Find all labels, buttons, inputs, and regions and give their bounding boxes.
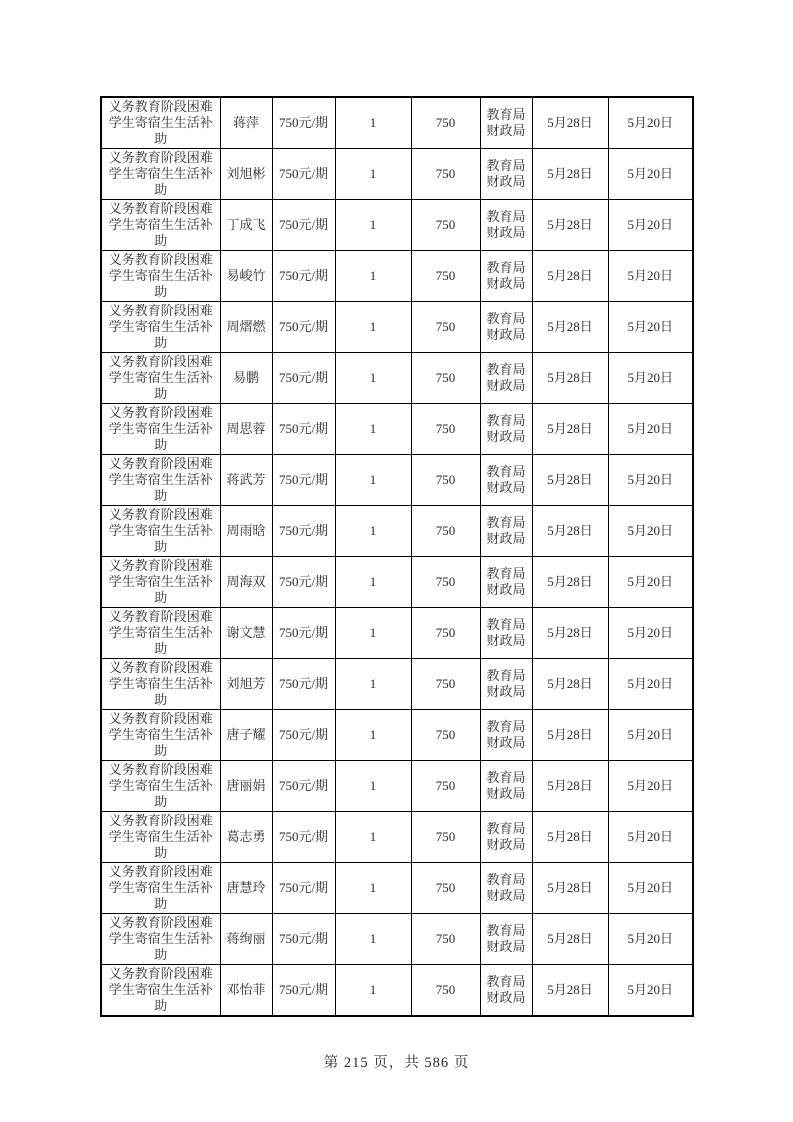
table-row (101, 761, 693, 812)
project-cell: 义务教育阶段困难学生寄宿生生活补助 (101, 557, 220, 608)
amount-cell: 750 (411, 455, 480, 506)
department-cell: 教育局财政局 (480, 200, 532, 251)
amount-cell: 750 (411, 710, 480, 761)
standard-cell: 750元/期 (272, 761, 335, 812)
project-cell: 义务教育阶段困难学生寄宿生生活补助 (101, 353, 220, 404)
name-cell: 蒋萍 (220, 97, 272, 149)
department-cell: 教育局财政局 (480, 965, 532, 1017)
table-row (101, 97, 693, 149)
amount-cell: 750 (411, 863, 480, 914)
department-cell: 教育局财政局 (480, 404, 532, 455)
standard-cell: 750元/期 (272, 965, 335, 1017)
standard-cell: 750元/期 (272, 302, 335, 353)
project-cell: 义务教育阶段困难学生寄宿生生活补助 (101, 659, 220, 710)
name-cell: 周雨晗 (220, 506, 272, 557)
department-cell: 教育局财政局 (480, 506, 532, 557)
amount-cell: 750 (411, 251, 480, 302)
date_a-cell: 5月28日 (532, 506, 608, 557)
date_b-cell: 5月20日 (608, 200, 693, 251)
date_b-cell: 5月20日 (608, 97, 693, 149)
department-cell: 教育局财政局 (480, 97, 532, 149)
amount-cell: 750 (411, 149, 480, 200)
date_a-cell: 5月28日 (532, 97, 608, 149)
date_a-cell: 5月28日 (532, 353, 608, 404)
standard-cell: 750元/期 (272, 914, 335, 965)
name-cell: 唐子耀 (220, 710, 272, 761)
table-row (101, 863, 693, 914)
standard-cell: 750元/期 (272, 353, 335, 404)
department-cell: 教育局财政局 (480, 149, 532, 200)
department-cell: 教育局财政局 (480, 608, 532, 659)
amount-cell: 750 (411, 506, 480, 557)
date_a-cell: 5月28日 (532, 149, 608, 200)
amount-cell: 750 (411, 557, 480, 608)
name-cell: 周海双 (220, 557, 272, 608)
project-cell: 义务教育阶段困难学生寄宿生生活补助 (101, 761, 220, 812)
date_b-cell: 5月20日 (608, 251, 693, 302)
date_b-cell: 5月20日 (608, 710, 693, 761)
project-cell: 义务教育阶段困难学生寄宿生生活补助 (101, 455, 220, 506)
date_b-cell: 5月20日 (608, 149, 693, 200)
date_a-cell: 5月28日 (532, 659, 608, 710)
table-row (101, 353, 693, 404)
amount-cell: 750 (411, 404, 480, 455)
standard-cell: 750元/期 (272, 404, 335, 455)
date_a-cell: 5月28日 (532, 761, 608, 812)
standard-cell: 750元/期 (272, 863, 335, 914)
date_a-cell: 5月28日 (532, 404, 608, 455)
date_b-cell: 5月20日 (608, 965, 693, 1017)
quantity-cell: 1 (335, 149, 411, 200)
table-row (101, 608, 693, 659)
project-cell: 义务教育阶段困难学生寄宿生生活补助 (101, 965, 220, 1017)
amount-cell: 750 (411, 97, 480, 149)
name-cell: 蒋武芳 (220, 455, 272, 506)
name-cell: 易鹏 (220, 353, 272, 404)
name-cell: 刘旭芳 (220, 659, 272, 710)
standard-cell: 750元/期 (272, 251, 335, 302)
standard-cell: 750元/期 (272, 200, 335, 251)
quantity-cell: 1 (335, 812, 411, 863)
standard-cell: 750元/期 (272, 506, 335, 557)
quantity-cell: 1 (335, 251, 411, 302)
standard-cell: 750元/期 (272, 557, 335, 608)
amount-cell: 750 (411, 353, 480, 404)
project-cell: 义务教育阶段困难学生寄宿生生活补助 (101, 863, 220, 914)
name-cell: 唐慧玲 (220, 863, 272, 914)
date_b-cell: 5月20日 (608, 506, 693, 557)
department-cell: 教育局财政局 (480, 455, 532, 506)
project-cell: 义务教育阶段困难学生寄宿生生活补助 (101, 149, 220, 200)
name-cell: 蒋绚丽 (220, 914, 272, 965)
name-cell: 易峻竹 (220, 251, 272, 302)
date_a-cell: 5月28日 (532, 251, 608, 302)
project-cell: 义务教育阶段困难学生寄宿生生活补助 (101, 914, 220, 965)
date_b-cell: 5月20日 (608, 812, 693, 863)
date_b-cell: 5月20日 (608, 608, 693, 659)
table-row (101, 965, 693, 1017)
department-cell: 教育局财政局 (480, 812, 532, 863)
table-body (101, 97, 693, 1016)
table-row (101, 710, 693, 761)
standard-cell: 750元/期 (272, 97, 335, 149)
amount-cell: 750 (411, 200, 480, 251)
quantity-cell: 1 (335, 404, 411, 455)
table-row (101, 557, 693, 608)
standard-cell: 750元/期 (272, 455, 335, 506)
table-row (101, 302, 693, 353)
name-cell: 唐丽娟 (220, 761, 272, 812)
date_b-cell: 5月20日 (608, 557, 693, 608)
date_a-cell: 5月28日 (532, 200, 608, 251)
project-cell: 义务教育阶段困难学生寄宿生生活补助 (101, 200, 220, 251)
amount-cell: 750 (411, 302, 480, 353)
quantity-cell: 1 (335, 710, 411, 761)
table-row (101, 455, 693, 506)
table-row (101, 200, 693, 251)
quantity-cell: 1 (335, 506, 411, 557)
department-cell: 教育局财政局 (480, 557, 532, 608)
date_b-cell: 5月20日 (608, 761, 693, 812)
quantity-cell: 1 (335, 302, 411, 353)
date_b-cell: 5月20日 (608, 302, 693, 353)
project-cell: 义务教育阶段困难学生寄宿生生活补助 (101, 404, 220, 455)
amount-cell: 750 (411, 812, 480, 863)
name-cell: 刘旭彬 (220, 149, 272, 200)
department-cell: 教育局财政局 (480, 710, 532, 761)
name-cell: 邓怡菲 (220, 965, 272, 1017)
project-cell: 义务教育阶段困难学生寄宿生生活补助 (101, 302, 220, 353)
date_a-cell: 5月28日 (532, 608, 608, 659)
department-cell: 教育局财政局 (480, 251, 532, 302)
project-cell: 义务教育阶段困难学生寄宿生生活补助 (101, 506, 220, 557)
name-cell: 周思蓉 (220, 404, 272, 455)
date_a-cell: 5月28日 (532, 914, 608, 965)
department-cell: 教育局财政局 (480, 761, 532, 812)
amount-cell: 750 (411, 659, 480, 710)
department-cell: 教育局财政局 (480, 914, 532, 965)
amount-cell: 750 (411, 914, 480, 965)
name-cell: 谢文慧 (220, 608, 272, 659)
amount-cell: 750 (411, 608, 480, 659)
quantity-cell: 1 (335, 608, 411, 659)
table-row (101, 251, 693, 302)
standard-cell: 750元/期 (272, 710, 335, 761)
quantity-cell: 1 (335, 353, 411, 404)
department-cell: 教育局财政局 (480, 863, 532, 914)
amount-cell: 750 (411, 761, 480, 812)
date_a-cell: 5月28日 (532, 455, 608, 506)
date_b-cell: 5月20日 (608, 455, 693, 506)
department-cell: 教育局财政局 (480, 353, 532, 404)
date_b-cell: 5月20日 (608, 863, 693, 914)
standard-cell: 750元/期 (272, 149, 335, 200)
quantity-cell: 1 (335, 965, 411, 1017)
project-cell: 义务教育阶段困难学生寄宿生生活补助 (101, 97, 220, 149)
date_a-cell: 5月28日 (532, 302, 608, 353)
date_a-cell: 5月28日 (532, 863, 608, 914)
quantity-cell: 1 (335, 863, 411, 914)
table-row (101, 506, 693, 557)
quantity-cell: 1 (335, 97, 411, 149)
department-cell: 教育局财政局 (480, 302, 532, 353)
standard-cell: 750元/期 (272, 608, 335, 659)
project-cell: 义务教育阶段困难学生寄宿生生活补助 (101, 608, 220, 659)
date_b-cell: 5月20日 (608, 353, 693, 404)
project-cell: 义务教育阶段困难学生寄宿生生活补助 (101, 812, 220, 863)
table-row (101, 659, 693, 710)
quantity-cell: 1 (335, 914, 411, 965)
page-number: 第 215 页，共 586 页 (323, 1055, 470, 1071)
amount-cell: 750 (411, 965, 480, 1017)
date_a-cell: 5月28日 (532, 812, 608, 863)
table-row (101, 914, 693, 965)
table-row (101, 149, 693, 200)
date_a-cell: 5月28日 (532, 557, 608, 608)
quantity-cell: 1 (335, 455, 411, 506)
date_a-cell: 5月28日 (532, 710, 608, 761)
table-row (101, 812, 693, 863)
quantity-cell: 1 (335, 659, 411, 710)
date_b-cell: 5月20日 (608, 914, 693, 965)
quantity-cell: 1 (335, 557, 411, 608)
subsidy-table (100, 96, 694, 1017)
name-cell: 周熠燃 (220, 302, 272, 353)
date_b-cell: 5月20日 (608, 404, 693, 455)
date_b-cell: 5月20日 (608, 659, 693, 710)
date_a-cell: 5月28日 (532, 965, 608, 1017)
standard-cell: 750元/期 (272, 659, 335, 710)
quantity-cell: 1 (335, 200, 411, 251)
standard-cell: 750元/期 (272, 812, 335, 863)
project-cell: 义务教育阶段困难学生寄宿生生活补助 (101, 710, 220, 761)
department-cell: 教育局财政局 (480, 659, 532, 710)
project-cell: 义务教育阶段困难学生寄宿生生活补助 (101, 251, 220, 302)
name-cell: 丁成飞 (220, 200, 272, 251)
quantity-cell: 1 (335, 761, 411, 812)
name-cell: 葛志勇 (220, 812, 272, 863)
table-row (101, 404, 693, 455)
